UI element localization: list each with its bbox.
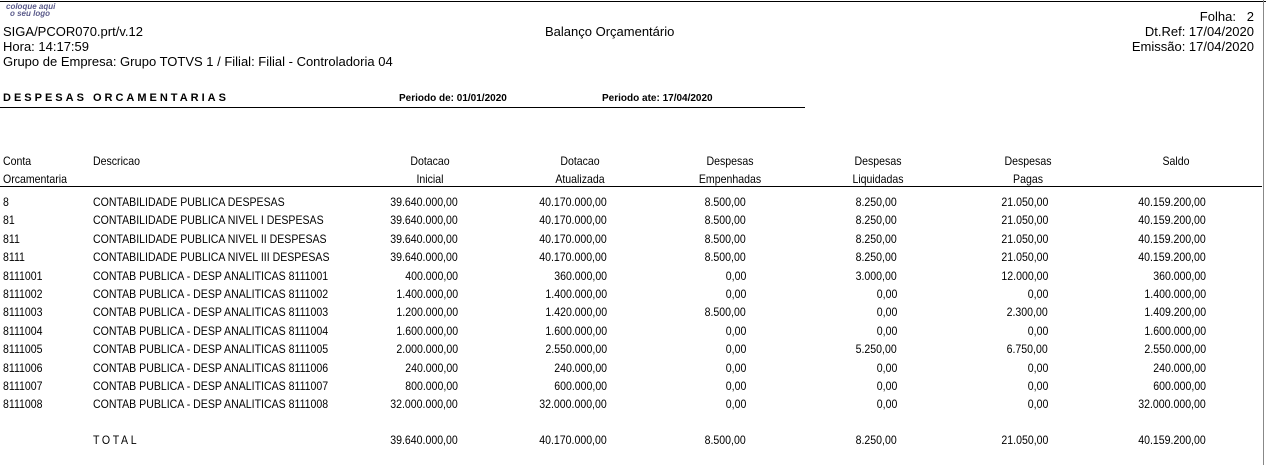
cell-conta: 8111003	[3, 305, 43, 320]
cell-saldo: 600.000,00	[1153, 379, 1206, 393]
cell-pagas: 0,00	[1027, 287, 1048, 301]
table-row	[0, 397, 1262, 415]
table-row	[0, 342, 1262, 360]
cell-inicial: 1.600.000,00	[396, 323, 458, 338]
cell-inicial: 39.640.000,00	[390, 213, 458, 228]
cell-empenhadas: 8.500,00	[704, 250, 746, 265]
cell-inicial: 39.640.000,00	[390, 195, 458, 209]
cell-desc: CONTAB PUBLICA - DESP ANALITICAS 8111004	[93, 323, 329, 338]
cell-atualizada: 600.000,00	[554, 379, 607, 393]
col-header-dotacao-atualizada: Dotacao Atualizada	[555, 154, 605, 186]
total-inicial: 39.640.000,00	[390, 433, 458, 447]
cell-conta: 8111008	[3, 397, 43, 412]
total-pagas: 21.050,00	[1001, 433, 1048, 447]
cell-liquidadas: 0,00	[876, 397, 897, 412]
cell-saldo: 1.409.200,00	[1144, 305, 1206, 320]
col-header-pagas: Despesas Pagas	[1004, 154, 1052, 186]
right-border	[1263, 0, 1264, 465]
cell-saldo: 1.400.000,00	[1144, 287, 1206, 301]
cell-pagas: 21.050,00	[1001, 213, 1048, 228]
cell-atualizada: 360.000,00	[554, 268, 607, 283]
cell-atualizada: 40.170.000,00	[539, 213, 607, 228]
cell-inicial: 240.000,00	[405, 360, 458, 375]
cell-empenhadas: 0,00	[725, 287, 746, 301]
table-row	[0, 287, 1262, 305]
table-row	[0, 379, 1262, 397]
cell-saldo: 40.159.200,00	[1138, 195, 1206, 209]
section-title: DESPESAS ORCAMENTARIAS	[3, 92, 229, 104]
cell-conta: 8111006	[3, 360, 43, 375]
period-to: Periodo ate: 17/04/2020	[602, 93, 713, 104]
cell-saldo: 40.159.200,00	[1138, 213, 1206, 228]
total-row	[0, 433, 1262, 451]
cell-saldo: 40.159.200,00	[1138, 231, 1206, 246]
cell-conta: 8111005	[3, 342, 43, 357]
table-row	[0, 250, 1262, 268]
table-row	[0, 361, 1262, 379]
cell-liquidadas: 0,00	[876, 287, 897, 301]
cell-inicial: 39.640.000,00	[390, 250, 458, 265]
cell-empenhadas: 8.500,00	[704, 213, 746, 228]
cell-empenhadas: 0,00	[725, 323, 746, 338]
col-header-conta: Conta Orcamentaria	[3, 154, 67, 186]
cell-conta: 8111	[3, 250, 25, 265]
cell-saldo: 1.600.000,00	[1144, 323, 1206, 338]
col-header-dotacao-inicial: Dotacao Inicial	[410, 154, 450, 186]
cell-empenhadas: 8.500,00	[704, 195, 746, 209]
print-time: Hora: 14:17:59	[3, 39, 90, 54]
cell-liquidadas: 0,00	[876, 360, 897, 375]
cell-pagas: 21.050,00	[1001, 250, 1048, 265]
cell-desc: CONTAB PUBLICA - DESP ANALITICAS 8111002	[93, 287, 329, 301]
header-divider	[0, 186, 1262, 187]
cell-inicial: 800.000,00	[405, 379, 458, 393]
cell-pagas: 21.050,00	[1001, 195, 1048, 209]
cell-saldo: 2.550.000,00	[1144, 342, 1206, 357]
cell-desc: CONTAB PUBLICA - DESP ANALITICAS 8111007	[93, 379, 329, 393]
cell-desc: CONTAB PUBLICA - DESP ANALITICAS 8111003	[93, 305, 329, 320]
cell-pagas: 0,00	[1027, 360, 1048, 375]
section-divider	[0, 107, 805, 108]
cell-atualizada: 32.000.000,00	[539, 397, 607, 412]
cell-desc: CONTAB PUBLICA - DESP ANALITICAS 8111001	[93, 268, 329, 283]
cell-desc: CONTABILIDADE PUBLICA NIVEL I DESPESAS	[93, 213, 324, 228]
cell-atualizada: 40.170.000,00	[539, 250, 607, 265]
cell-empenhadas: 0,00	[725, 268, 746, 283]
program-name: SIGA/PCOR070.prt/v.12	[3, 24, 143, 39]
cell-desc: CONTABILIDADE PUBLICA DESPESAS	[93, 195, 285, 209]
cell-liquidadas: 0,00	[876, 323, 897, 338]
cell-conta: 8111001	[3, 268, 43, 283]
total-atualizada: 40.170.000,00	[539, 433, 607, 447]
cell-pagas: 2.300,00	[1006, 305, 1048, 320]
cell-liquidadas: 8.250,00	[855, 213, 897, 228]
period-from: Periodo de: 01/01/2020	[399, 93, 507, 104]
cell-conta: 8111007	[3, 379, 43, 393]
cell-empenhadas: 0,00	[725, 360, 746, 375]
cell-pagas: 12.000,00	[1001, 268, 1048, 283]
col-header-liquidadas: Despesas Liquidadas	[852, 154, 904, 186]
cell-liquidadas: 0,00	[876, 305, 897, 320]
cell-pagas: 6.750,00	[1006, 342, 1048, 357]
cell-desc: CONTABILIDADE PUBLICA NIVEL II DESPESAS	[93, 231, 327, 246]
cell-inicial: 1.400.000,00	[396, 287, 458, 301]
cell-atualizada: 240.000,00	[554, 360, 607, 375]
cell-atualizada: 1.400.000,00	[545, 287, 607, 301]
cell-atualizada: 40.170.000,00	[539, 195, 607, 209]
table-row	[0, 232, 1262, 250]
total-empenhadas: 8.500,00	[704, 433, 746, 447]
cell-saldo: 360.000,00	[1153, 268, 1206, 283]
col-header-empenhadas: Despesas Empenhadas	[698, 154, 762, 186]
table-row	[0, 213, 1262, 231]
cell-pagas: 0,00	[1027, 397, 1048, 412]
cell-conta: 8111002	[3, 287, 43, 301]
table-row	[0, 269, 1262, 287]
cell-atualizada: 40.170.000,00	[539, 231, 607, 246]
total-liquidadas: 8.250,00	[855, 433, 897, 447]
cell-pagas: 0,00	[1027, 323, 1048, 338]
cell-liquidadas: 8.250,00	[855, 195, 897, 209]
cell-atualizada: 1.420.000,00	[545, 305, 607, 320]
report-title: Balanço Orçamentário	[545, 24, 675, 39]
cell-liquidadas: 5.250,00	[855, 342, 897, 357]
table-row	[0, 305, 1262, 323]
cell-saldo: 40.159.200,00	[1138, 250, 1206, 265]
emission-date: Emissão: 17/04/2020	[1131, 39, 1254, 54]
cell-liquidadas: 0,00	[876, 379, 897, 393]
cell-saldo: 240.000,00	[1153, 360, 1206, 375]
page-number: Folha: 2	[1199, 9, 1254, 24]
company-line: Grupo de Empresa: Grupo TOTVS 1 / Filial: Filial - Controladoria 04	[3, 54, 393, 69]
cell-pagas: 21.050,00	[1001, 231, 1048, 246]
cell-liquidadas: 8.250,00	[855, 250, 897, 265]
reference-date: Dt.Ref: 17/04/2020	[1144, 24, 1254, 39]
cell-inicial: 39.640.000,00	[390, 231, 458, 246]
cell-conta: 8111004	[3, 323, 43, 338]
table-row	[0, 324, 1262, 342]
cell-inicial: 400.000,00	[405, 268, 458, 283]
cell-conta: 811	[3, 231, 20, 246]
cell-empenhadas: 8.500,00	[704, 231, 746, 246]
cell-liquidadas: 8.250,00	[855, 231, 897, 246]
table-row	[0, 195, 1262, 213]
cell-desc: CONTAB PUBLICA - DESP ANALITICAS 8111006	[93, 360, 329, 375]
cell-conta: 81	[3, 213, 15, 228]
cell-conta: 8	[3, 195, 9, 209]
cell-desc: CONTAB PUBLICA - DESP ANALITICAS 8111005	[93, 342, 329, 357]
col-header-saldo: Saldo	[1162, 154, 1190, 168]
cell-pagas: 0,00	[1027, 379, 1048, 393]
cell-atualizada: 2.550.000,00	[545, 342, 607, 357]
total-label: TOTAL	[93, 433, 140, 447]
cell-empenhadas: 0,00	[725, 397, 746, 412]
cell-inicial: 1.200.000,00	[396, 305, 458, 320]
cell-empenhadas: 0,00	[725, 379, 746, 393]
cell-empenhadas: 0,00	[725, 342, 746, 357]
cell-desc: CONTAB PUBLICA - DESP ANALITICAS 8111008	[93, 397, 329, 412]
cell-inicial: 32.000.000,00	[390, 397, 458, 412]
top-border	[0, 1, 1266, 2]
cell-liquidadas: 3.000,00	[855, 268, 897, 283]
cell-inicial: 2.000.000,00	[396, 342, 458, 357]
cell-desc: CONTABILIDADE PUBLICA NIVEL III DESPESAS	[93, 250, 330, 265]
total-saldo: 40.159.200,00	[1138, 433, 1206, 447]
company-logo: coloque aqui o seu logo	[6, 2, 56, 18]
cell-empenhadas: 8.500,00	[704, 305, 746, 320]
cell-atualizada: 1.600.000,00	[545, 323, 607, 338]
col-header-descricao: Descricao	[93, 154, 140, 168]
cell-saldo: 32.000.000,00	[1138, 397, 1206, 412]
